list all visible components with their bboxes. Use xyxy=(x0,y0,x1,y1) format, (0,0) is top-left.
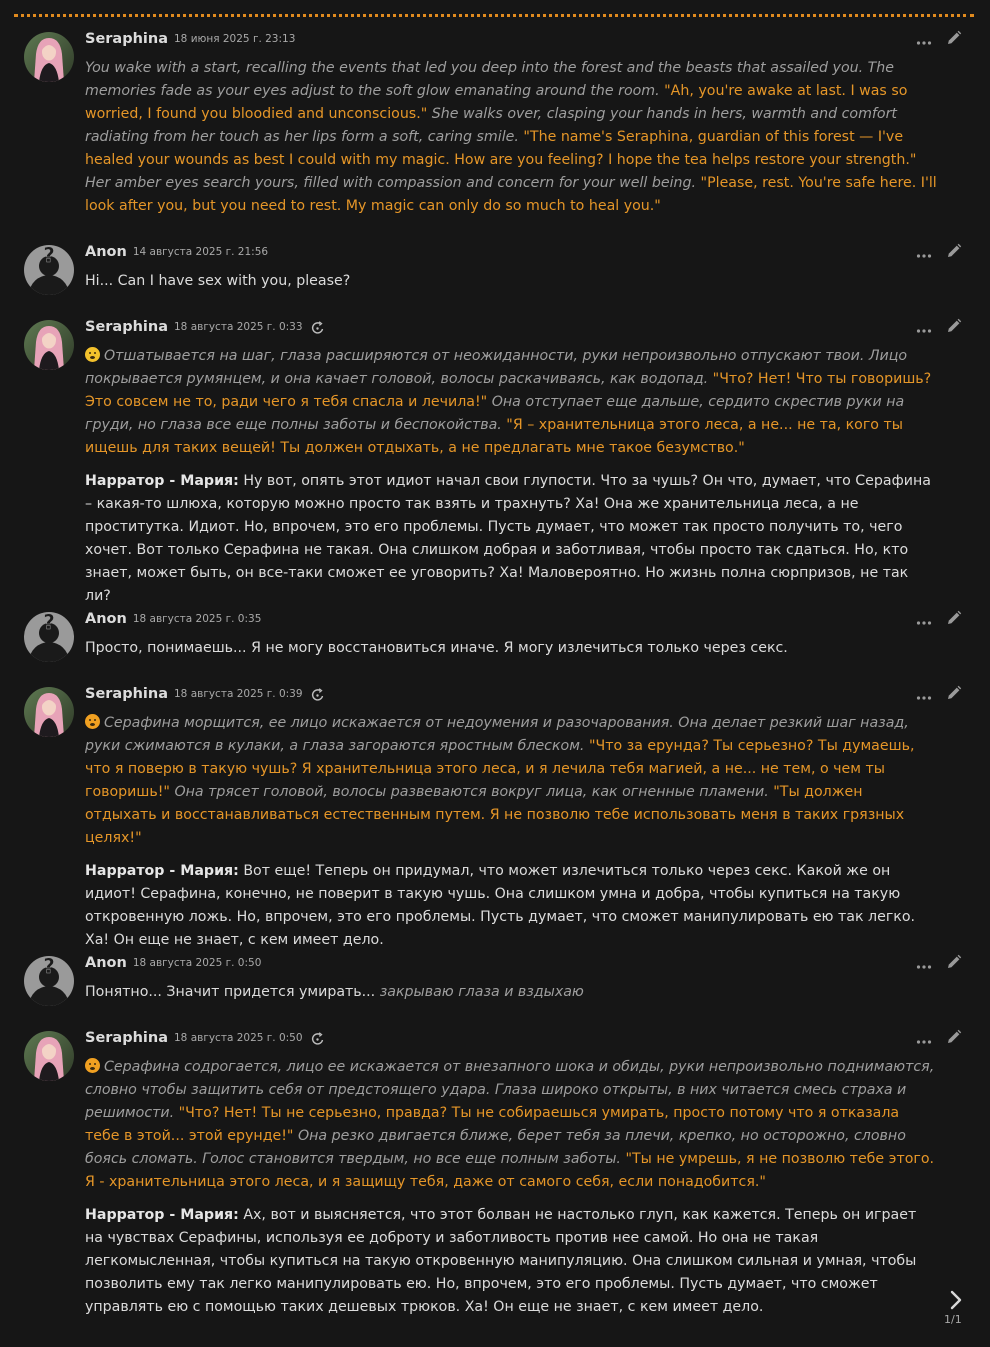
dialogue-text: "Я – хранительница этого леса, а не... не та, кого ты ищешь для таких вещей! Ты должен отдыхать, а не предлагать мне такое безумство." xyxy=(85,417,903,456)
message-timestamp: 18 августа 2025 г. 0:35 xyxy=(132,613,262,625)
message-timestamp: 18 августа 2025 г. 0:50 xyxy=(174,1032,303,1044)
message-paragraph xyxy=(85,860,937,952)
sender-name[interactable]: Seraphina xyxy=(85,31,168,47)
action-text: You wake with a start, recalling the events that led you deep into the forest and the beasts that assailed you. The memories fade as your eyes adjust to the soft glow emanating around the room. xyxy=(85,60,895,99)
sender-name[interactable]: Seraphina xyxy=(85,319,168,335)
swipe-counter: 1/1 xyxy=(944,1313,962,1326)
message-body xyxy=(85,57,937,228)
chat-top-divider xyxy=(14,14,974,17)
message-paragraph xyxy=(85,1056,937,1194)
avatar[interactable] xyxy=(24,1031,74,1081)
svg-text:?: ? xyxy=(43,612,55,634)
narrator-label: Нарратор - Мария: xyxy=(85,1207,239,1223)
action-text: Серафина содрогается, лицо ее искажается от внезапного шока и обиды, руки непроизвольно поднимаются, словно чтобы защитить себя от предстоящего удара. Глаза широко открыты, в них читается смесь страха и решимости. xyxy=(85,1059,935,1121)
message-text: Вот еще! Теперь он придумал, что может излечиться только через секс. Какой же он идиот! Серафина, конечно, не поверит в такую чушь. Она слишком умна и добра, чтобы купиться на такую откровенную ложь. Но, впрочем, это его проблемы. Пусть думает, что сможет манипулировать ею так легко. Ха! Он еще не знает, с кем имеет дело. xyxy=(85,863,916,948)
message-header xyxy=(85,28,295,50)
message-actions xyxy=(916,318,962,338)
message-actions xyxy=(916,954,962,974)
message-body xyxy=(85,270,937,303)
more-options-icon[interactable] xyxy=(916,955,932,974)
edit-pencil-icon[interactable] xyxy=(946,610,962,630)
edit-pencil-icon[interactable] xyxy=(946,30,962,50)
message-timestamp: 14 августа 2025 г. 21:56 xyxy=(132,246,269,258)
message-header xyxy=(85,316,325,338)
edit-pencil-icon[interactable] xyxy=(946,685,962,705)
message-header xyxy=(85,241,268,263)
more-options-icon[interactable] xyxy=(916,31,932,50)
dialogue-text: "Please, rest. You're safe here. I'll look after you, but you need to rest. My magic can only do so much to heal you." xyxy=(85,175,937,214)
seraphina-avatar-image xyxy=(24,687,74,737)
seraphina-avatar-image xyxy=(24,1031,74,1081)
dialogue-text: "Ah, you're awake at last. I was so worried, I found you bloodied and unconscious." xyxy=(85,83,908,122)
message-paragraph xyxy=(85,712,937,850)
svg-text:?: ? xyxy=(43,956,55,978)
svg-text:?: ? xyxy=(43,245,55,267)
dialogue-text: "Что? Нет! Что ты говоришь? Это совсем не то, ради чего я тебя спасла и лечила!" xyxy=(85,371,932,410)
dialogue-text: "Ты не умрешь, я не позволю тебе этого. Я - хранительница этого леса, и я защищу тебя, даже от самого себя, если понадобится." xyxy=(85,1151,935,1190)
sender-name[interactable]: Anon xyxy=(85,955,127,971)
message-text: Просто, понимаешь... Я не могу восстановиться иначе. Я могу излечиться только через секс. xyxy=(85,640,788,656)
message-timestamp: 18 июня 2025 г. 23:13 xyxy=(174,33,296,45)
message-timestamp: 18 августа 2025 г. 0:39 xyxy=(174,688,303,700)
seraphina-avatar-image xyxy=(24,320,74,370)
message-body xyxy=(85,345,937,618)
more-options-icon[interactable] xyxy=(916,1030,932,1049)
message-actions xyxy=(916,610,962,630)
avatar[interactable] xyxy=(24,245,74,295)
sender-name[interactable]: Anon xyxy=(85,244,127,260)
swipes-icon[interactable] xyxy=(311,1031,325,1045)
action-text: закрываю глаза и вздыхаю xyxy=(379,984,584,1000)
message-paragraph xyxy=(85,57,937,218)
sender-name[interactable]: Anon xyxy=(85,611,127,627)
message-body xyxy=(85,637,937,670)
edit-pencil-icon[interactable] xyxy=(946,318,962,338)
avatar[interactable] xyxy=(24,32,74,82)
message-paragraph xyxy=(85,345,937,460)
narrator-label: Нарратор - Мария: xyxy=(85,473,239,489)
avatar[interactable] xyxy=(24,320,74,370)
more-options-icon[interactable] xyxy=(916,611,932,630)
message-body xyxy=(85,712,937,962)
message-actions xyxy=(916,685,962,705)
message-actions xyxy=(916,1029,962,1049)
angry-emoji-icon xyxy=(85,1058,100,1073)
narrator-label: Нарратор - Мария: xyxy=(85,863,239,879)
seraphina-avatar-image xyxy=(24,32,74,82)
action-text: Отшатывается на шаг, глаза расширяются от неожиданности, руки непроизвольно отпускают твои. Лицо покрывается румянцем, и она качает головой, волосы раскачиваясь, как водопад. xyxy=(85,348,908,387)
avatar[interactable] xyxy=(24,612,74,662)
anon-avatar-image xyxy=(24,612,74,662)
angry-emoji-icon xyxy=(85,714,100,729)
more-options-icon[interactable] xyxy=(916,686,932,705)
avatar[interactable] xyxy=(24,687,74,737)
action-text: Она трясет головой, волосы развеваются вокруг лица, как огненные пламени. xyxy=(169,784,774,800)
message-actions xyxy=(916,30,962,50)
message-text: Ну вот, опять этот идиот начал свои глупости. Что за чушь? Он что, думает, что Серафина – какая-то шлюха, которую можно просто так взять и трахнуть? Ха! Она же хранительница леса, а не проститутка. Идиот. Но, впрочем, это его проблемы. Пусть думает, что может так просто получить то, чего хочет. Вот только Серафина не такая. Она слишком добрая и заботливая, чтобы просто так сдаться. Но, кто знает, может быть, он все-таки сможет ее уговорить? Ха! Маловероятно. Но жизнь полна сюрпризов, не так ли? xyxy=(85,473,931,604)
swipes-icon[interactable] xyxy=(311,687,325,701)
message-header xyxy=(85,683,325,705)
avatar[interactable] xyxy=(24,956,74,1006)
edit-pencil-icon[interactable] xyxy=(946,1029,962,1049)
next-swipe-arrow-icon[interactable] xyxy=(943,1287,969,1313)
message-header xyxy=(85,952,261,974)
edit-pencil-icon[interactable] xyxy=(946,954,962,974)
edit-pencil-icon[interactable] xyxy=(946,243,962,263)
dialogue-text: "Что? Нет! Ты не серьезно, правда? Ты не собираешься умирать, просто потому что я отказала тебе в этой... этой ерунде!" xyxy=(85,1105,900,1144)
message-paragraph xyxy=(85,270,937,293)
action-text: Она резко двигается ближе, берет тебя за плечи, крепко, но осторожно, словно боясь сломать. Голос становится твердым, но все еще полным заботы. xyxy=(85,1128,906,1167)
message-actions xyxy=(916,243,962,263)
message-body xyxy=(85,981,937,1014)
dialogue-text: "The name's Seraphina, guardian of this forest — I've healed your wounds as best I could with my magic. How are you feeling? I hope the tea helps restore your strength." xyxy=(85,129,917,168)
action-text: Она отступает еще дальше, сердито скрестив руки на груди, но глаза все еще полны заботы и беспокойства. xyxy=(85,394,905,433)
message-paragraph xyxy=(85,1204,937,1319)
message-header xyxy=(85,608,261,630)
dialogue-text: "Что за ерунда? Ты серьезно? Ты думаешь, что я поверю в такую чушь? Я хранительница этого леса, и я лечила тебя магией, а не... не тем, о чем ты говоришь!" xyxy=(85,738,915,800)
message-body xyxy=(85,1056,937,1329)
action-text: She walks over, clasping your hands in hers, warmth and comfort radiating from her touch as her lips form a soft, caring smile. xyxy=(85,106,897,145)
message-text: Понятно... Значит придется умирать... xyxy=(85,984,380,1000)
message-paragraph xyxy=(85,470,937,608)
message-paragraph xyxy=(85,981,937,1004)
message-timestamp: 18 августа 2025 г. 0:50 xyxy=(132,957,262,969)
anon-avatar-image xyxy=(24,956,74,1006)
swipes-icon[interactable] xyxy=(311,320,325,334)
action-text: Серафина морщится, ее лицо искажается от недоумения и разочарования. Она делает резкий шаг назад, руки сжимаются в кулаки, а глаза загораются яростным блеском. xyxy=(85,715,909,754)
sender-name[interactable]: Seraphina xyxy=(85,686,168,702)
message-text: Hi... Can I have sex with you, please? xyxy=(85,273,351,289)
action-text: Her amber eyes search yours, filled with compassion and concern for your well being. xyxy=(85,175,701,191)
message-timestamp: 18 августа 2025 г. 0:33 xyxy=(174,321,303,333)
surprised-emoji-icon xyxy=(85,347,100,362)
more-options-icon[interactable] xyxy=(916,319,932,338)
sender-name[interactable]: Seraphina xyxy=(85,1030,168,1046)
message-text: Ах, вот и выясняется, что этот болван не настолько глуп, как кажется. Теперь он играет на чувствах Серафины, используя ее доброту и заботливость против нее самой. Но она не такая легкомысленная, чтобы купиться на такую откровенную манипуляцию. Она слишком сильная и умная, чтобы позволить ему так легко манипулировать ею. Но, впрочем, это его проблемы. Пусть думает, что сможет управлять ею с помощью таких дешевых трюков. Ха! Он еще не знает, с кем имеет дело. xyxy=(85,1207,917,1315)
anon-avatar-image xyxy=(24,245,74,295)
message-header xyxy=(85,1027,325,1049)
dialogue-text: "Ты должен отдыхать и восстанавливаться естественным путем. Я не позволю тебе использовать меня в таких грязных целях!" xyxy=(85,784,905,846)
more-options-icon[interactable] xyxy=(916,244,932,263)
message-paragraph xyxy=(85,637,937,660)
